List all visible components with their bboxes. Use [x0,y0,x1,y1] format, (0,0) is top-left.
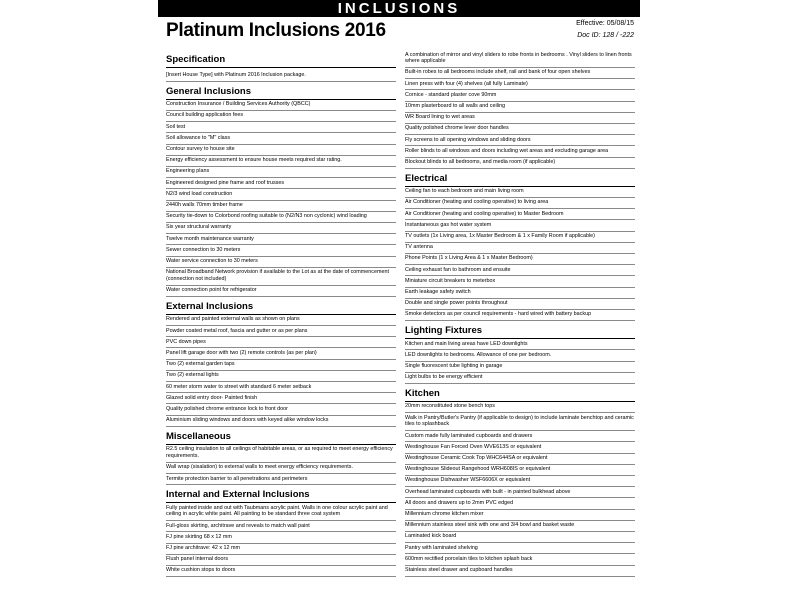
inclusion-item: [Insert House Type] with Platinum 2016 Inclusion package. [166,68,396,82]
inclusion-item: Security tie-down to Colorbond roofing suitable to (N2/N3 non cyclonic) wind loading [166,212,396,223]
inclusion-item: White cushion stops to doors [166,566,396,577]
inclusion-item: Air Conditioner (heating and cooling operative) to Master Bedroom [405,209,635,220]
left-column [166,50,396,577]
section-heading-electrical: Electrical [405,172,635,187]
inclusion-item: All doors and drawers up to 2mm PVC edged [405,498,635,509]
right-column [405,50,635,577]
inclusion-item: Energy efficiency assessment to ensure house meets required star rating. [166,156,396,167]
inclusion-item: Six year structural warranty [166,223,396,234]
inclusion-item: Earth leakage safety switch [405,288,635,299]
inclusion-item: Stainless steel drawer and cupboard handles [405,566,635,577]
inclusion-item: Laminated kick board [405,532,635,543]
inclusion-item: National Broadband Network provision if available to the Lot as at the date of commencement (connection not included) [166,268,396,286]
inclusion-item: Double and single power points throughout [405,299,635,310]
inclusion-item: Quality polished chrome entrance lock to front door [166,404,396,415]
inclusion-item: Council building application fees [166,111,396,122]
inclusion-item: Blockout blinds to all bedrooms, and media room (if applicable) [405,158,635,169]
section-heading-internal-and-external-inclusions: Internal and External Inclusions [166,488,396,503]
section-heading-general-inclusions: General Inclusions [166,85,396,100]
inclusion-item: Aluminium sliding windows and doors with keyed alike window locks [166,416,396,427]
inclusion-item: Fly screens to all opening windows and sliding doors [405,135,635,146]
inclusion-item: 10mm plasterboard to all walls and ceiling [405,102,635,113]
inclusion-item: Millennium stainless steel sink with one and 3/4 bowl and basket waste [405,521,635,532]
inclusion-item: WR Board lining to wet areas [405,113,635,124]
section-heading-specification: Specification [166,53,396,68]
inclusion-item: Water connection point for refrigerator [166,286,396,297]
effective-date: Effective: 05/08/15 [576,20,634,27]
inclusion-item: 20mm reconstituted stone bench tops [405,402,635,413]
inclusion-item: Phone Points (1 x Living Area & 1 x Master Bedroom) [405,254,635,265]
inclusion-item: Quality polished chrome lever door handles [405,124,635,135]
inclusion-item: 2440h walls 70mm timber frame [166,201,396,212]
inclusion-item: Glazed solid entry door- Painted finish [166,393,396,404]
inclusion-item: PVC down pipes [166,337,396,348]
inclusion-item: Light bulbs to be energy efficient [405,373,635,384]
inclusion-item: Air Conditioner (heating and cooling operative) to living area [405,198,635,209]
inclusion-item: Westinghouse Dishwasher WSF6606X or equivalent [405,476,635,487]
inclusion-item: Water service connection to 30 meters [166,257,396,268]
inclusion-item: Twelve month maintenance warranty [166,234,396,245]
section-heading-miscellaneous: Miscellaneous [166,430,396,445]
inclusion-item: Pantry with laminated shelving [405,543,635,554]
inclusion-item: Panel lift garage door with two (2) remote controls (as per plan) [166,348,396,359]
inclusion-item: TV outlets (1x Living area, 1x Master Bedroom & 1 x Family Room if applicable) [405,232,635,243]
inclusion-item: Engineered designed pine frame and roof trusses [166,178,396,189]
inclusion-item: A combination of mirror and vinyl sliders to robe fronts in bedrooms . Vinyl sliders to linen fronts where applicable [405,50,635,68]
inclusion-item: Full-gloss skirting, architrave and reveals to match wall paint [166,521,396,532]
inclusion-item: Westinghouse Fan Forced Oven WVE613S or equivalent [405,442,635,453]
inclusion-item: R2.5 ceiling insulation to all ceilings of habitable areas, or as required to meet energy efficiency requirements. [166,445,396,463]
inclusion-item: LED downlights to bedrooms. Allowance of one per bedroom. [405,350,635,361]
section-heading-external-inclusions: External Inclusions [166,300,396,315]
inclusion-item: Two (2) external garden taps [166,360,396,371]
inclusion-item: Sewer connection to 30 meters [166,245,396,256]
section-heading-kitchen: Kitchen [405,387,635,402]
inclusion-item: Overhead laminated cupboards with built - in painted bulkhead above [405,487,635,498]
inclusion-item: Soil test [166,122,396,133]
document-id: Doc ID: 128 / -222 [577,32,634,39]
inclusion-item: Cornice - standard plaster cove 90mm [405,90,635,101]
inclusion-item: Wall wrap (sisalation) to external walls to meet energy efficiency requirements. [166,463,396,474]
inclusion-item: Ceiling fan to each bedroom and main living room [405,187,635,198]
inclusion-item: Walk in Pantry/Butler's Pantry (if applicable to design) to include laminate benchtop and ceramic tiles to splashback [405,413,635,431]
inclusion-item: Millennium chrome kitchen mixer [405,510,635,521]
page-title: Platinum Inclusions 2016 [166,20,386,41]
inclusion-item: Flush panel internal doors [166,555,396,566]
inclusion-item: Two (2) external lights [166,371,396,382]
inclusion-item: Termite protection barrier to all penetrations and perimeters [166,474,396,485]
inclusion-item: Linen press with four (4) shelves (all fully Laminate) [405,79,635,90]
inclusion-item: Westinghouse Slideout Rangehood WRH608IS or equivalent [405,465,635,476]
inclusion-item: Contour survey to house site [166,145,396,156]
inclusion-item: FJ pine architrave: 42 x 12 mm [166,544,396,555]
inclusion-item: FJ pine skirting 68 x 12 mm [166,532,396,543]
inclusion-item: Miniature circuit breakers to meterbox [405,276,635,287]
inclusion-item: Built-in robes to all bedrooms include shelf, rail and bank of four open shelves [405,68,635,79]
inclusions-banner: INCLUSIONS [158,0,640,17]
inclusion-item: Smoke detectors as per council requirements - hard wired with battery backup [405,310,635,321]
inclusion-item: Kitchen and main living areas have LED downlights [405,339,635,350]
inclusion-item: TV antenna [405,243,635,254]
document-meta [576,18,634,42]
inclusion-item: Engineering plans [166,167,396,178]
inclusion-item: Ceiling exhaust fan to bathroom and ensuite [405,265,635,276]
inclusion-item: Westinghouse Ceramic Cook Top WHC644SA or equivalent [405,454,635,465]
inclusion-item: Fully painted inside and out with Taubmans acrylic paint. Walls in one colour acrylic paint and ceiling in acrylic white paint. All painting to be standard three coat system [166,503,396,521]
inclusion-item: 60 meter storm water to street with standard 6 meter setback [166,382,396,393]
inclusion-item: Single fluorescent tube lighting in garage [405,362,635,373]
inclusion-item: Soil allowance to "M" class [166,133,396,144]
inclusion-item: N2/3 wind load construction [166,189,396,200]
inclusion-item: Custom made fully laminated cupboards and drawers [405,431,635,442]
section-heading-lighting-fixtures: Lighting Fixtures [405,324,635,339]
inclusion-item: Instantaneous gas hot water system [405,220,635,231]
inclusion-item: Powder coated metal roof, fascia and gutter or as per plans [166,326,396,337]
inclusion-item: Roller blinds to all windows and doors including wet areas and excluding garage area [405,146,635,157]
inclusion-item: 600mm rectified porcelain tiles to kitchen splash back [405,554,635,565]
inclusion-item: Construction Insurance / Building Services Authority (QBCC) [166,100,396,111]
inclusion-item: Rendered and painted external walls as shown on plans [166,315,396,326]
